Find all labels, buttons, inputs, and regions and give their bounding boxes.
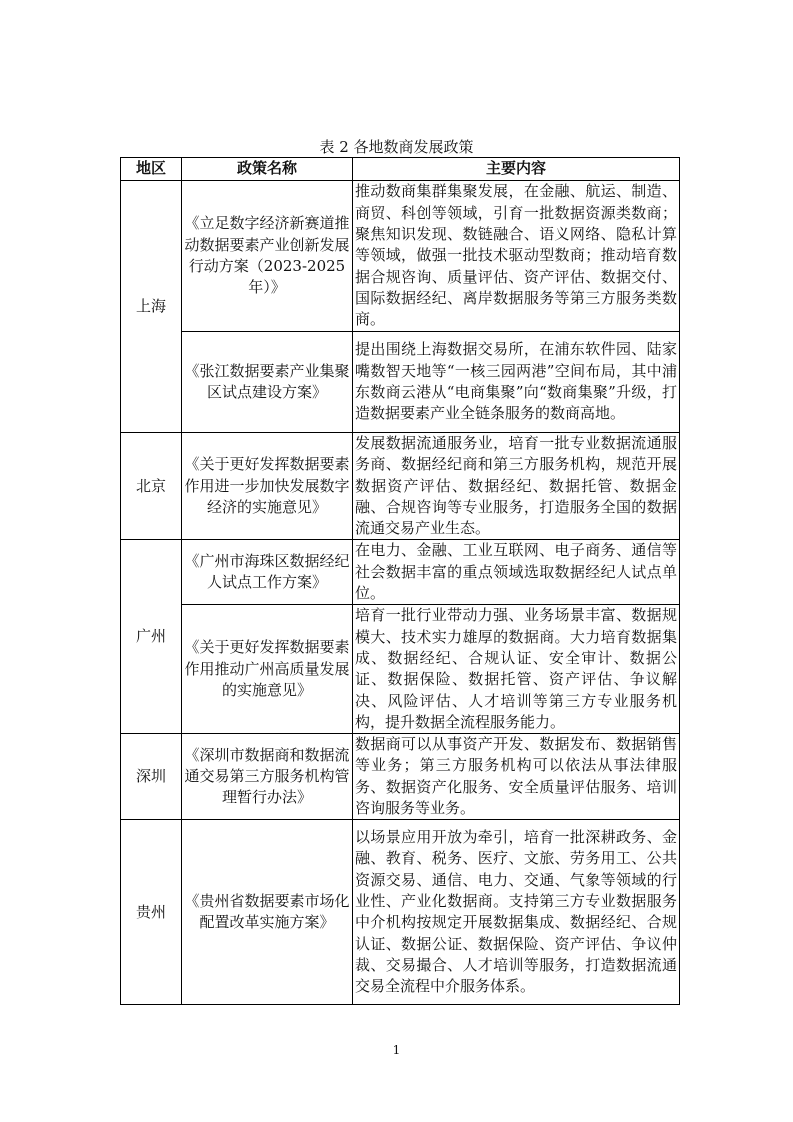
region-cell: 广州	[121, 540, 182, 734]
policy-content-cell: 提出围绕上海数据交易所，在浦东软件园、陆家嘴数智天地等“一核三园两港”空间布局，其中浦东数商云港从“电商集聚”向“数商集聚”升级，打造数据要素产业全链条服务的数商高地。	[353, 332, 680, 433]
policy-name-cell: 《关于更好发挥数据要素作用进一步加快发展数字经济的实施意见》	[182, 433, 353, 540]
page-number: 1	[392, 1043, 401, 1057]
table-row	[121, 605, 680, 734]
policy-name-cell: 《深圳市数据商和数据流通交易第三方服务机构管理暂行办法》	[182, 734, 353, 820]
header-main-content: 主要内容	[353, 158, 680, 181]
policy-content-cell: 在电力、金融、工业互联网、电子商务、通信等社会数据丰富的重点领域选取数据经纪人试点单位。	[353, 540, 680, 605]
table-row	[121, 433, 680, 540]
policy-content-cell: 培育一批行业带动力强、业务场景丰富、数据规模大、技术实力雄厚的数据商。大力培育数据集成、数据经纪、合规认证、安全审计、数据公证、数据保险、数据托管、资产评估、争议解决、风险评估、人才培训等第三方专业服务机构，提升数据全流程服务能力。	[353, 605, 680, 734]
policy-name-cell: 《关于更好发挥数据要素作用推动广州高质量发展的实施意见》	[182, 605, 353, 734]
region-cell: 北京	[121, 433, 182, 540]
policy-content-cell: 数据商可以从事资产开发、数据发布、数据销售等业务；第三方服务机构可以依法从事法律服务、数据资产化服务、安全质量评估服务、培训咨询服务等业务。	[353, 734, 680, 820]
table-row	[121, 332, 680, 433]
policy-content-cell: 发展数据流通服务业，培育一批专业数据流通服务商、数据经纪商和第三方服务机构，规范开展数据资产评估、数据经纪、数据托管、数据金融、合规咨询等专业服务，打造服务全国的数据流通交易产业生态。	[353, 433, 680, 540]
policy-name-cell: 《广州市海珠区数据经纪人试点工作方案》	[182, 540, 353, 605]
table-row	[121, 820, 680, 1005]
table-header-row	[121, 158, 680, 181]
table-row	[121, 181, 680, 332]
policy-name-cell: 《贵州省数据要素市场化配置改革实施方案》	[182, 820, 353, 1005]
policy-content-cell: 推动数商集群集聚发展，在金融、航运、制造、商贸、科创等领域，引育一批数据资源类数商；聚焦知识发现、数链融合、语义网络、隐私计算等领域，做强一批技术驱动型数商；推动培育数据合规咨询、质量评估、资产评估、数据交付、国际数据经纪、离岸数据服务等第三方服务类数商。	[353, 181, 680, 332]
policy-name-cell: 《立足数字经济新赛道推动数据要素产业创新发展行动方案（2023-2025年）》	[182, 181, 353, 332]
region-cell: 上海	[121, 181, 182, 433]
policy-content-cell: 以场景应用开放为牵引，培育一批深耕政务、金融、教育、税务、医疗、文旅、劳务用工、公共资源交易、通信、电力、交通、气象等领域的行业性、产业化数据商。支持第三方专业数据服务中介机构按规定开展数据集成、数据经纪、合规认证、数据公证、数据保险、资产评估、争议仲裁、交易撮合、人才培训等服务，打造数据流通交易全流程中介服务体系。	[353, 820, 680, 1005]
policy-table	[120, 157, 680, 1005]
region-cell: 贵州	[121, 820, 182, 1005]
region-cell: 深圳	[121, 734, 182, 820]
table-caption: 表 2 各地数商发展政策	[319, 138, 474, 156]
header-region: 地区	[121, 158, 182, 181]
table-row	[121, 540, 680, 605]
table-row	[121, 734, 680, 820]
header-policy-name: 政策名称	[182, 158, 353, 181]
policy-name-cell: 《张江数据要素产业集聚区试点建设方案》	[182, 332, 353, 433]
